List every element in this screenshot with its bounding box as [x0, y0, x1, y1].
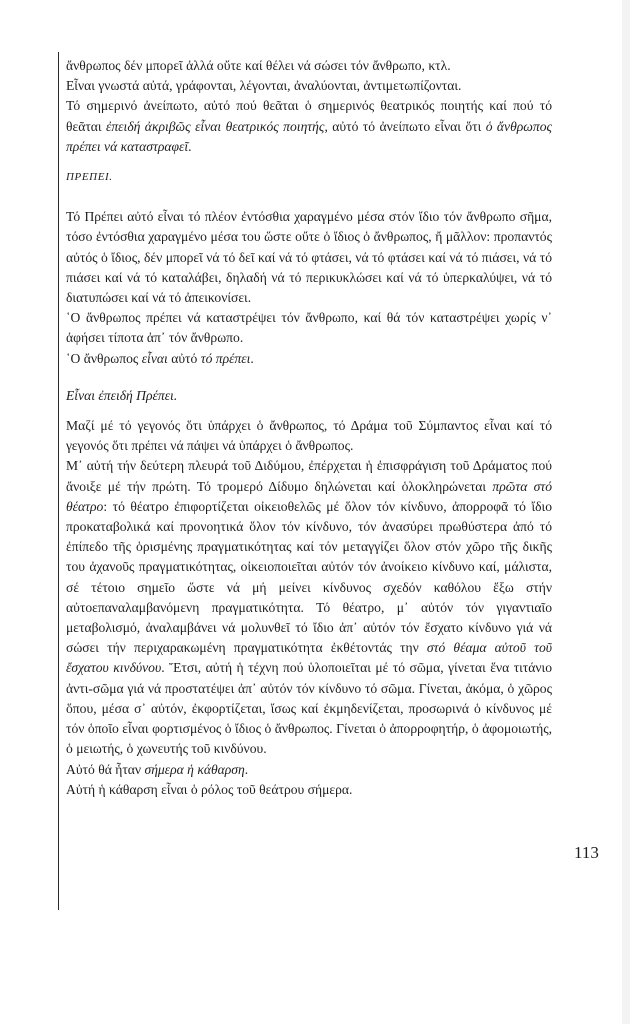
paragraph-3: Τό σημερινό ἀνείπωτο, αὐτό πού θεᾶται ὁ σημερινός θεατρικός ποιητής καί πού τό θεᾶται ἐπειδή ἀκριβῶς εἶναι θεατρικός ποιητής, αὐτό τό ἀνείπωτο εἶναι ὅτι ὁ ἄνθρωπος πρέπει νά καταστραφεῖ. [66, 98, 553, 154]
page-edge-shadow [622, 0, 630, 1024]
paragraph-7: Μαζί μέ τό γεγονός ὅτι ὑπάρχει ὁ ἄνθρωπος, τό Δράμα τοῦ Σύμπαντος εἶναι καί τό γεγονός ὅτι πρέπει νά πάψει νά ὑπάρχει ὁ ἄνθρωπος. [66, 418, 552, 454]
paragraph-10: Αὐτή ἡ κάθαρση εἶναι ὁ ρόλος τοῦ θεάτρου σήμερα. [66, 781, 353, 797]
margin-rule [58, 52, 59, 910]
body-text [66, 56, 552, 800]
paragraph-5: ῾Ο ἄνθρωπος πρέπει νά καταστρέψει τόν ἄνθρωπο, καί θά τόν καταστρέψει χωρίς ν᾿ ἀφήσει τίποτα ἀπ᾿ τόν ἄνθρωπο. [66, 310, 552, 346]
paragraph-8: Μ᾿ αὐτή τήν δεύτερη πλευρά τοῦ Διδύμου, ἐπέρχεται ἡ ἐπισφράγιση τοῦ Δράματος πού ἄνοιξε μέ τήν πρώτη. Τό τρομερό Δίδυμο δηλώνεται καί ὁλοκληρώνεται πρῶτα στό θέατρο: τό θέατρο ἐπιφορτίζεται οἰκειοθελῶς μέ ὅλον τόν κίνδυνο, ἀπορροφᾶ τό ἴδιο προκαταβολικά καί προνοητικά ὅλον τόν κίνδυνο, τόν ἀνασύρει πρωθύστερα ἀπό τό ἐπίπεδο τῆς ὁρισμένης πραγματικότητας καί τόν μεταγγίζει ὅλον στόν χῶρο τῆς δικῆς του ἀχανοῦς πραγματικότητας, οἰκειοποιεῖται αὐτόν τόν ἀνοίκειο κίνδυνο καί, μάλιστα, σέ τέτοιο σημεῖο ὥστε νά μή μείνει κίνδυνος σχεδόν καθόλου ἔξω στήν αὐτοεπαναλαμβανόμενη πραγματικότητα. Τό θέατρο, μ᾿ αὐτόν τόν γιγαντιαῖο μεταβολισμό, ἀναλαμβάνει νά μολυνθεῖ τό ἴδιο ἀπ᾿ αὐτόν τόν ἔσχατο κίνδυνο γιά νά σώσει τήν περιχαρακωμένη πραγματικότητα ἐκθέτοντάς την στό θέαμα αὐτοῦ τοῦ ἔσχατου κινδύνου. Ἔτσι, αὐτή ἡ τέχνη πού ὑλοποιεῖται μέ τό σῶμα, γίνεται ἕνα τιτάνιο ἀντι-σῶμα γιά νά προστατέψει ἀπ᾿ αὐτόν τόν κίνδυνο τό σῶμα. Γίνεται, ἀκόμα, ὁ χῶρος ὅπου, μέσα σ᾿ αὐτόν, ἐκφορτίζεται, ἴσως καί ἐκμηδενίζεται, προσωρινά ὁ κίνδυνος μέ τόν ὁποῖο εἶναι φορτισμένος ὁ ἴδιος ὁ ἄνθρωπος. Γίνεται ὁ ἀπορροφητήρ, ὁ ἀφομοιωτής, ὁ μειωτής, ὁ χωνευτής τοῦ κινδύνου. [66, 458, 553, 757]
paragraph-1: ἄνθρωπος δέν μπορεῖ ἀλλά οὔτε καί θέλει νά σώσει τόν ἄνθρωπο, κτλ. [66, 58, 451, 73]
paragraph-9: Αὐτό θά ἦταν σήμερα ἡ κάθαρση. [66, 761, 249, 777]
page-number: 113 [574, 843, 599, 862]
paragraph-2: Εἶναι γνωστά αὐτά, γράφονται, λέγονται, ἀναλύονται, ἀντιμετωπίζονται. [66, 78, 462, 94]
section-heading-einai: Εἶναι ἐπειδή Πρέπει. [66, 387, 178, 403]
section-heading-prepei: ΠΡΕΠΕΙ. [66, 171, 113, 184]
paragraph-4: Τό Πρέπει αὐτό εἶναι τό πλέον ἐντόσθια χαραγμένο μέσα στόν ἴδιο τόν ἄνθρωπο σῆμα, τόσο ἐντόσθια χαραγμένο μέσα του ὥστε οὔτε ὁ ἴδιος ὁ ἄνθρωπος, ἤ μᾶλλον: προπαντός αὐτός ὁ ἴδιος, δέν μπορεῖ νά τό δεῖ καί νά τό φτάσει, νά τό φτάσει καί νά τό πιάσει, νά τό πιάσει καί νά τό καταλάβει, δηλαδή νά τό περικυκλώσει καί νά τό ὑπερκαλύψει, νά τό διατυπώσει καί νά τό ἀπεικονίσει. [66, 209, 552, 306]
paragraph-6: ῾Ο ἄνθρωπος εἶναι αὐτό τό πρέπει. [66, 350, 254, 366]
